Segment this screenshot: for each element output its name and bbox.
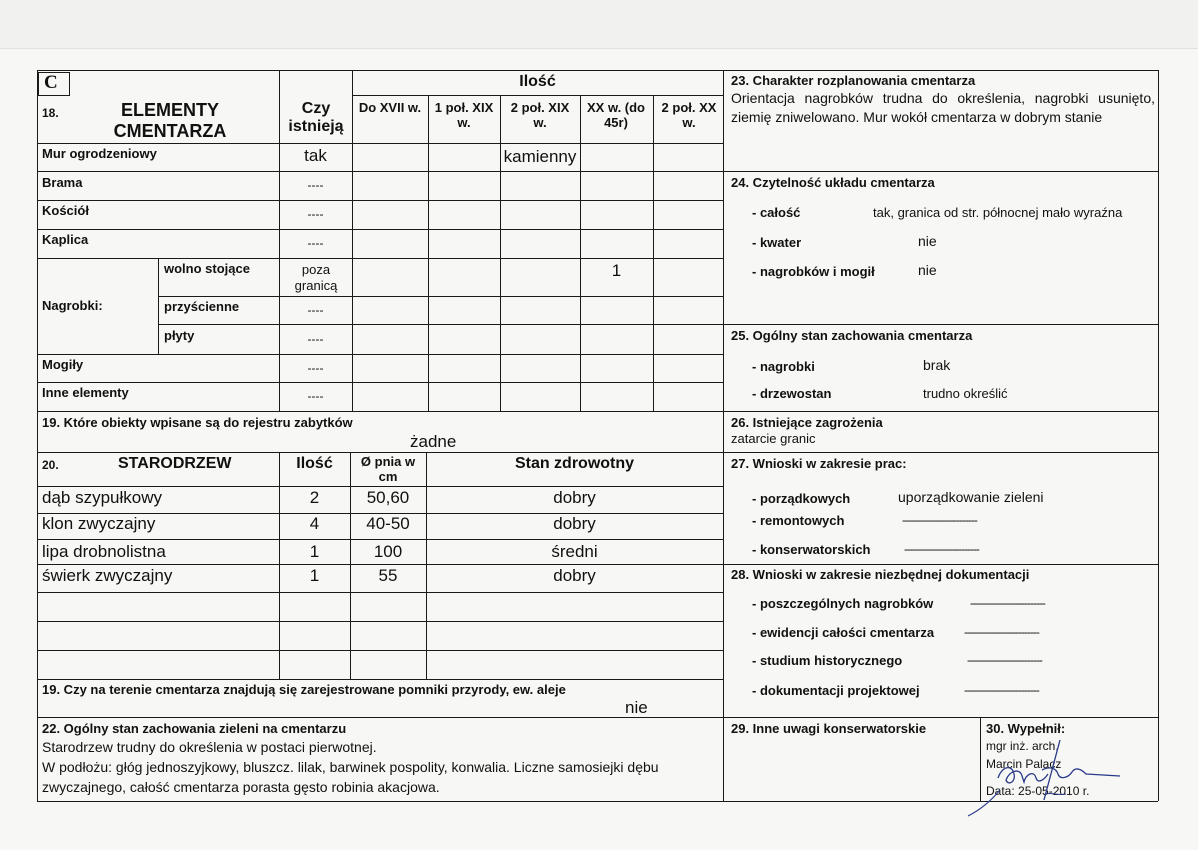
s30-name-1: mgr inż. arch.	[986, 739, 1059, 753]
row-label-brama: Brama	[42, 175, 83, 190]
s20-stan-header: Stan zdrowotny	[514, 455, 635, 472]
s28-ewidencji-value: -------------------------	[964, 625, 1039, 639]
s28-dokumentacji-value: -------------------------	[964, 683, 1039, 697]
row-exists-mogily: ----	[307, 361, 324, 375]
s22-label: 22. Ogólny stan zachowania zieleni na cmentarzu	[42, 721, 347, 736]
tree-count-2: 4	[309, 514, 320, 533]
s24-kwater-value: nie	[918, 233, 937, 249]
row-exists-kosciol: ----	[307, 207, 324, 221]
period-3: 2 poł. XIX w.	[510, 100, 570, 130]
s27-remontowych-value: -------------------------	[902, 513, 977, 527]
s18-title: ELEMENTY CMENTARZA	[113, 100, 227, 141]
s24-calosc-value: tak, granica od str. północnej mało wyraźna	[873, 205, 1123, 220]
s19a-value: żadne	[410, 432, 457, 451]
tree-state-2: dobry	[553, 514, 596, 533]
period-4: XX w. (do 45r)	[586, 100, 646, 130]
s26-value: zatarcie granic	[731, 431, 816, 446]
frame-top	[37, 70, 1158, 71]
s28-studium-value: -------------------------	[967, 653, 1042, 667]
nagrobki-label: Nagrobki:	[42, 298, 103, 313]
tree-state-4: dobry	[553, 566, 596, 585]
row-label-inne: Inne elementy	[42, 385, 129, 400]
s20-ilosc-header: Ilość	[296, 455, 333, 472]
tree-state-1: dobry	[553, 488, 596, 507]
s28-nagrobkow-label: - poszczególnych nagrobków	[752, 596, 934, 611]
row-period3-mur: kamienny	[503, 147, 577, 166]
frame-right	[1158, 70, 1159, 801]
s30-label: 30. Wypełnił:	[986, 721, 1066, 736]
nagrobki-wolno-exists: poza granicą	[294, 262, 338, 293]
tree-name-1: dąb szypułkowy	[42, 488, 163, 507]
tree-count-4: 1	[309, 566, 320, 585]
s22-line-2: W podłożu: głóg jednoszyjkowy, bluszcz. lilak, barwinek pospolity, konwalia. Liczne samosiejki dębu	[42, 759, 659, 775]
s26-label: 26. Istniejące zagrożenia	[731, 415, 883, 430]
tree-dia-3: 100	[373, 542, 403, 561]
s23-label: 23. Charakter rozplanowania cmentarza	[731, 73, 976, 88]
main-divider	[723, 70, 724, 801]
s30-date: Data: 25-05-2010 r.	[986, 784, 1090, 798]
s28-nagrobkow-value: -------------------------	[970, 596, 1045, 610]
frame-left	[37, 70, 38, 801]
nagrobki-przyscienne-exists: ----	[307, 303, 324, 317]
s24-calosc-label: - całość	[752, 205, 801, 220]
s25-drzewostan-label: - drzewostan	[752, 386, 832, 401]
nagrobki-wolno-p4: 1	[611, 261, 622, 280]
row-exists-kaplica: ----	[307, 236, 324, 250]
s19a-label: 19. Które obiekty wpisane są do rejestru zabytków	[42, 415, 353, 430]
signature-icon	[960, 730, 1140, 820]
row-label-mogily: Mogiły	[42, 357, 84, 372]
s20-num: 20.	[42, 458, 59, 472]
s19b-label: 19. Czy na terenie cmentarza znajdują się zarejestrowane pomniki przyrody, ew. aleje	[42, 682, 566, 697]
s27-label: 27. Wnioski w zakresie prac:	[731, 456, 907, 471]
s27-porzadkowych-label: - porządkowych	[752, 491, 851, 506]
s28-label: 28. Wnioski w zakresie niezbędnej dokumentacji	[731, 567, 1030, 582]
s30-name-2: Marcin Palacz	[986, 757, 1062, 771]
s20-fi-header: Ø pnia w cm	[360, 454, 416, 484]
tree-state-3: średni	[551, 542, 598, 561]
s27-porzadkowych-value: uporządkowanie zieleni	[898, 489, 1044, 505]
s25-nagrobki-value: brak	[923, 357, 951, 373]
s28-dokumentacji-label: - dokumentacji projektowej	[752, 683, 920, 698]
form-letter: C	[44, 72, 58, 93]
row-label-mur: Mur ogrodzeniowy	[42, 146, 157, 161]
czy-istnieja-header: Czy istnieją	[288, 100, 344, 135]
row-exists-brama: ----	[307, 178, 324, 192]
s24-label: 24. Czytelność układu cmentarza	[731, 175, 935, 190]
s19b-value: nie	[625, 698, 648, 717]
nagrobki-wolno-label: wolno stojące	[164, 261, 250, 276]
period-5: 2 poł. XX w.	[661, 100, 717, 130]
tree-count-1: 2	[309, 488, 320, 507]
s22-line-3: zwyczajnego, całość cmentarza porasta gęsto robinia akacjowa.	[42, 779, 440, 795]
tree-name-2: klon zwyczajny	[42, 514, 156, 533]
period-2: 1 poł. XIX w.	[434, 100, 494, 130]
s24-kwater-label: - kwater	[752, 235, 802, 250]
s27-konserwatorskich-value: -------------------------	[904, 542, 979, 556]
nagrobki-przyscienne-label: przyścienne	[164, 299, 240, 314]
s18-num: 18.	[42, 106, 59, 120]
s24-nagrobkow-label: - nagrobków i mogił	[752, 264, 875, 279]
scan-top-margin	[0, 0, 1198, 49]
s28-ewidencji-label: - ewidencji całości cmentarza	[752, 625, 935, 640]
s28-studium-label: - studium historycznego	[752, 653, 903, 668]
tree-dia-4: 55	[378, 566, 398, 585]
s20-title: STARODRZEW	[118, 455, 232, 472]
tree-name-4: świerk zwyczajny	[42, 566, 173, 585]
tree-dia-2: 40-50	[366, 514, 410, 533]
s23-text: Orientacja nagrobków trudna do określenia, nagrobki usunięto, ziemię zniwelowano. Mur wokół cmentarza w dobrym stanie	[731, 90, 1155, 125]
ilosc-header: Ilość	[519, 73, 556, 90]
s25-nagrobki-label: - nagrobki	[752, 359, 815, 374]
tree-count-3: 1	[309, 542, 320, 561]
row-exists-inne: ----	[307, 389, 324, 403]
s24-nagrobkow-value: nie	[918, 262, 937, 278]
s25-drzewostan-value: trudno określić	[923, 386, 1008, 401]
row-exists-mur: tak	[304, 146, 327, 165]
s22-line-1: Starodrzew trudny do określenia w postaci pierwotnej.	[42, 739, 377, 755]
row-label-kaplica: Kaplica	[42, 232, 89, 247]
period-1: Do XVII w.	[358, 100, 422, 115]
nagrobki-plyty-exists: ----	[307, 332, 324, 346]
tree-dia-1: 50,60	[366, 488, 410, 507]
s25-label: 25. Ogólny stan zachowania cmentarza	[731, 328, 973, 343]
row-label-kosciol: Kościół	[42, 203, 89, 218]
s29-label: 29. Inne uwagi konserwatorskie	[731, 721, 927, 736]
nagrobki-plyty-label: płyty	[164, 328, 195, 343]
tree-name-3: lipa drobnolistna	[42, 542, 166, 561]
s27-remontowych-label: - remontowych	[752, 513, 845, 528]
s27-konserwatorskich-label: - konserwatorskich	[752, 542, 871, 557]
